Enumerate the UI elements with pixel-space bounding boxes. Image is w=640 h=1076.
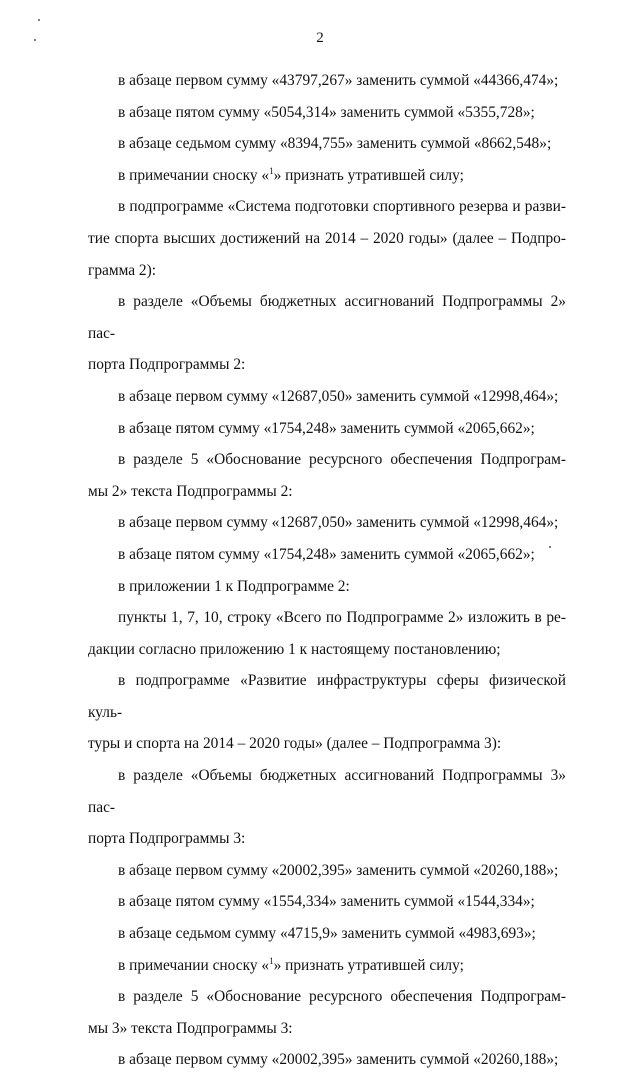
paragraph-line: туры и спорта на 2014 – 2020 годы» (далее – Подпрограмма 3):: [88, 735, 502, 753]
footnote-marker: 1: [269, 955, 274, 966]
paragraph-line: мы 2» текста Подпрограммы 2:: [88, 482, 293, 500]
paragraph: в абзаце первом сумму «12687,050» заменить суммой «12998,464»;: [118, 387, 559, 405]
paragraph: в абзаце седьмом сумму «4715,9» заменить суммой «4983,693»;: [118, 925, 536, 943]
paragraph-line: мы 3» текста Подпрограммы 3:: [88, 1019, 293, 1037]
footnote-marker: 1: [269, 165, 274, 176]
paragraph: в абзаце первом сумму «20002,395» заменить суммой «20260,188»;: [118, 1051, 559, 1069]
scan-speck: [34, 39, 36, 41]
paragraph: в абзаце пятом сумму «5054,314» заменить суммой «5355,728»;: [118, 103, 535, 121]
paragraph-line: дакции согласно приложению 1 к настоящему постановлению;: [88, 640, 501, 658]
paragraph: [88, 602, 566, 665]
page-number: 2: [316, 30, 324, 46]
paragraph: [88, 444, 566, 507]
document-body: [88, 65, 566, 1076]
paragraph-line: в подпрограмме «Система подготовки спортивного резерва и разви-: [118, 198, 566, 216]
paragraph-text: в примечании сноску «: [118, 956, 270, 974]
paragraph-line: пункты 1, 7, 10, строку «Всего по Подпрограмме 2» изложить в ре-: [118, 609, 566, 627]
paragraph-line: в разделе 5 «Обоснование ресурсного обеспечения Подпрограм-: [118, 451, 566, 469]
paragraph-line: грамма 2):: [88, 261, 156, 279]
paragraph-line: в разделе «Объемы бюджетных ассигнований Подпрограммы 3» пас-: [88, 767, 566, 816]
paragraph: [88, 950, 566, 982]
paragraph-line: тие спорта высших достижений на 2014 – 2020 годы» (далее – Подпро-: [88, 229, 566, 247]
paragraph: в абзаце первом сумму «20002,395» заменить суммой «20260,188»;: [118, 861, 559, 879]
paragraph-line: в разделе «Объемы бюджетных ассигнований Подпрограммы 2» пас-: [88, 293, 566, 342]
scan-speck: [38, 19, 40, 21]
paragraph-text: » признать утратившей силу;: [273, 166, 464, 184]
paragraph-text: » признать утратившей силу;: [273, 956, 464, 974]
paragraph: [88, 760, 566, 855]
paragraph: [88, 286, 566, 381]
paragraph: в абзаце пятом сумму «1754,248» заменить суммой «2065,662»;: [118, 419, 535, 437]
paragraph: [88, 981, 566, 1044]
paragraph-line: порта Подпрограммы 3:: [88, 830, 246, 848]
paragraph: в абзаце первом сумму «43797,267» заменить суммой «44366,474»;: [118, 72, 559, 89]
paragraph-text: в примечании сноску «: [118, 166, 270, 184]
paragraph: в приложении 1 к Подпрограмме 2:: [118, 577, 350, 595]
paragraph: в абзаце первом сумму «12687,050» заменить суммой «12998,464»;: [118, 514, 559, 532]
paragraph: [88, 665, 566, 760]
paragraph-line: в подпрограмме «Развитие инфраструктуры сферы физической куль-: [88, 672, 566, 721]
paragraph-line: в разделе 5 «Обоснование ресурсного обеспечения Подпрограм-: [118, 988, 566, 1006]
paragraph: [88, 160, 566, 192]
paragraph: в абзаце пятом сумму «1754,248» заменить суммой «2065,662»;: [118, 545, 535, 563]
paragraph: в абзаце пятом сумму «1554,334» заменить суммой «1544,334»;: [118, 893, 535, 911]
paragraph-line: порта Подпрограммы 2:: [88, 356, 246, 374]
paragraph: в абзаце седьмом сумму «8394,755» заменить суммой «8662,548»;: [118, 135, 552, 153]
paragraph: [88, 191, 566, 286]
